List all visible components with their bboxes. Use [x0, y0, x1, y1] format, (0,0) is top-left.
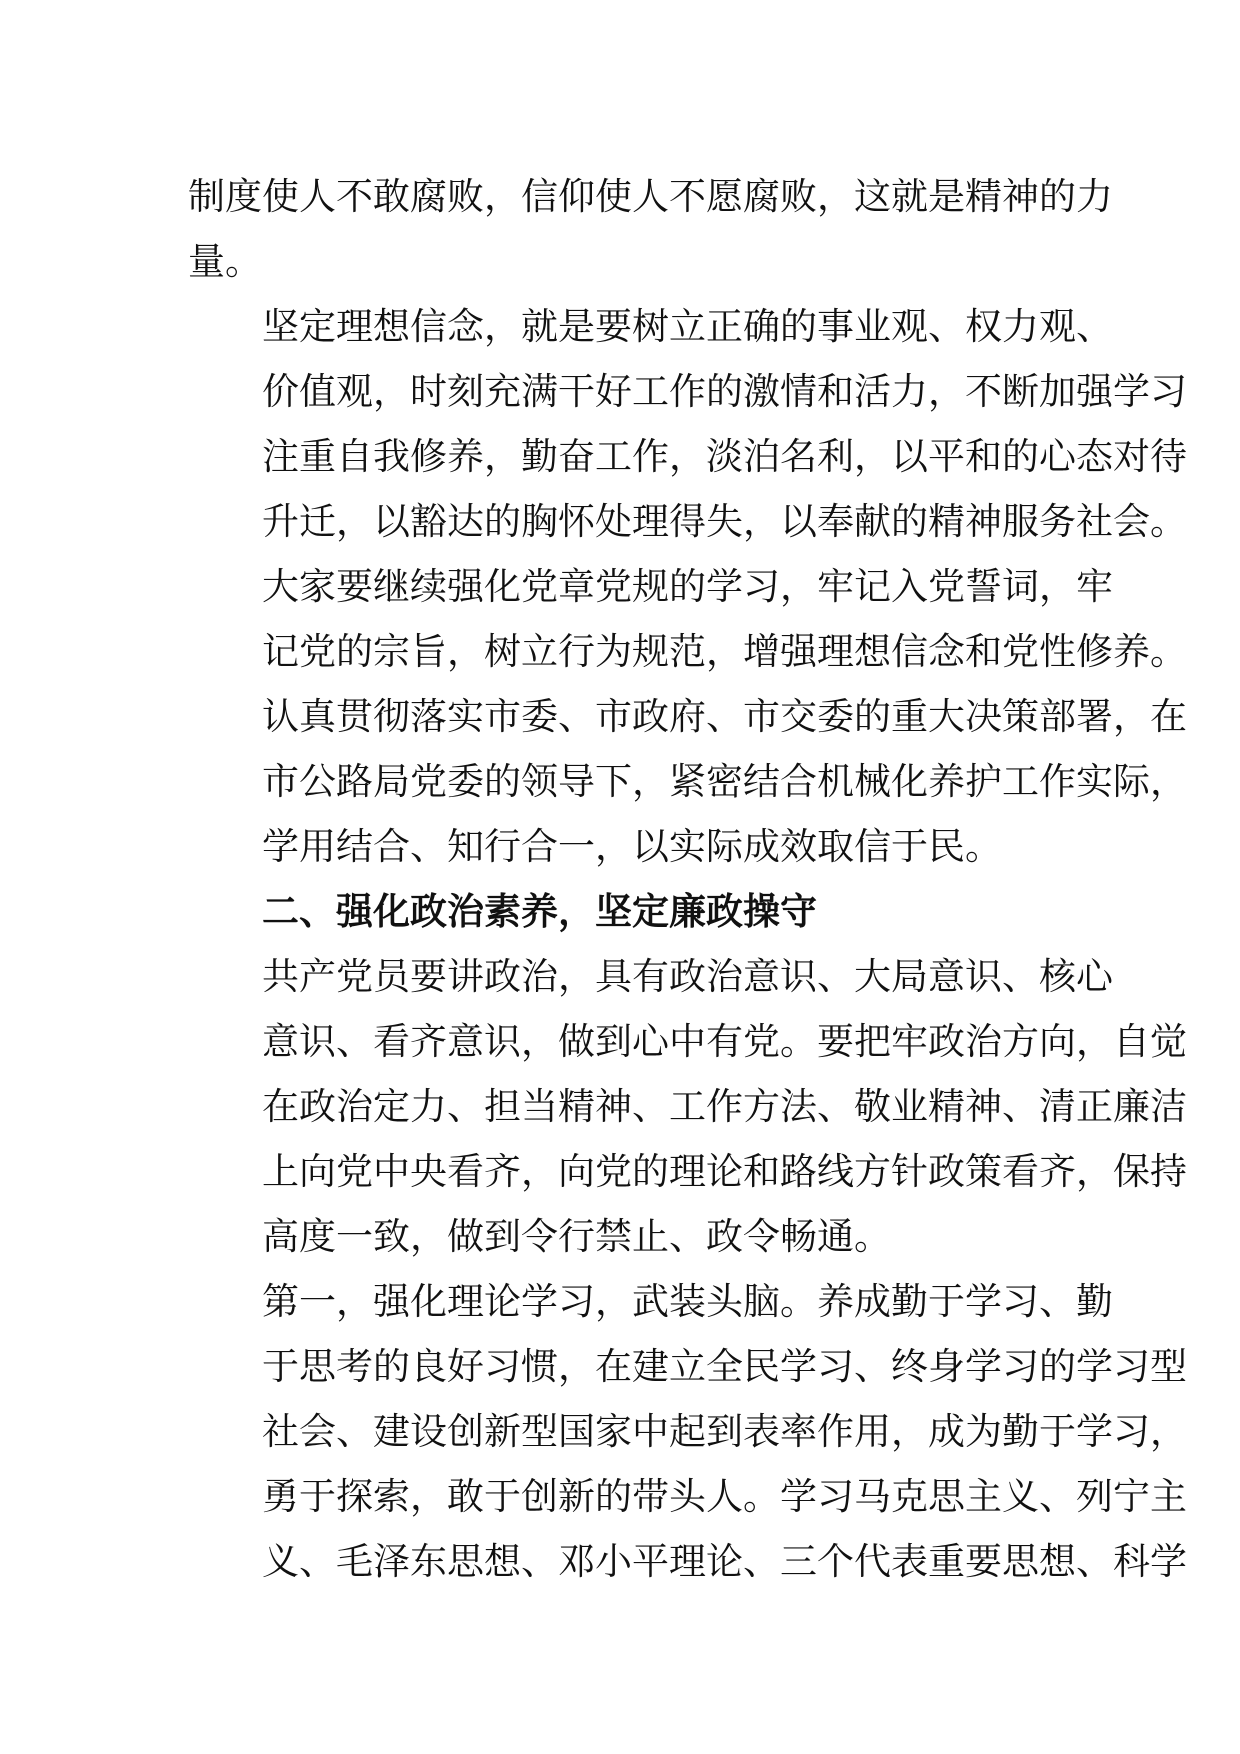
text-line: 大家要继续强化党章党规的学习，牢记入党誓词，牢: [262, 565, 1113, 608]
text-line: 勇于探索，敢于创新的带头人。学习马克思主义、列宁主: [262, 1475, 1187, 1518]
section-heading: [188, 879, 1068, 944]
text-line: 义、毛泽东思想、邓小平理论、三个代表重要思想、科学: [262, 1540, 1187, 1583]
text-line: 意识、看齐意识，做到心中有党。要把牢政治方向，自觉: [262, 1020, 1187, 1063]
paragraph-continuation: [188, 164, 1113, 294]
text-line: 于思考的良好习惯，在建立全民学习、终身学习的学习型: [262, 1345, 1187, 1388]
text-line: 高度一致，做到令行禁止、政令畅通。: [262, 1215, 891, 1258]
text-line: 社会、建设创新型国家中起到表率作用，成为勤于学习，: [262, 1410, 1187, 1453]
text-line: 升迁，以豁达的胸怀处理得失，以奉献的精神服务社会。: [262, 500, 1187, 543]
text-line: 认真贯彻落实市委、市政府、市交委的重大决策部署，在: [262, 695, 1187, 738]
text-line: 坚定理想信念，就是要树立正确的事业观、权力观、: [262, 305, 1113, 348]
text-line: 记党的宗旨，树立行为规范，增强理想信念和党性修养。: [262, 630, 1187, 673]
paragraph-party-rules: [188, 554, 1187, 879]
text-line: 市公路局党委的领导下，紧密结合机械化养护工作实际，: [262, 760, 1187, 803]
text-line: 在政治定力、担当精神、工作方法、敬业精神、清正廉洁: [262, 1085, 1187, 1128]
section-heading-text: 二、强化政治素养，坚定廉政操守: [262, 890, 817, 933]
text-line: 共产党员要讲政治，具有政治意识、大局意识、核心: [262, 955, 1113, 998]
document-body: [188, 164, 1187, 1594]
paragraph-theory-study: [188, 1269, 1187, 1594]
text-line: 价值观，时刻充满干好工作的激情和活力，不断加强学习: [262, 370, 1187, 413]
paragraph-politics: [188, 944, 1187, 1269]
text-line: 上向党中央看齐，向党的理论和路线方针政策看齐，保持: [262, 1150, 1187, 1193]
text-line: 注重自我修养，勤奋工作，淡泊名利，以平和的心态对待: [262, 435, 1187, 478]
text-line: 学用结合、知行合一，以实际成效取信于民。: [262, 825, 1002, 868]
text-line: 量。: [188, 240, 262, 283]
text-line: 制度使人不敢腐败，信仰使人不愿腐败，这就是精神的力: [188, 175, 1113, 218]
paragraph-ideals: [188, 294, 1187, 554]
text-line: 第一，强化理论学习，武装头脑。养成勤于学习、勤: [262, 1280, 1113, 1323]
